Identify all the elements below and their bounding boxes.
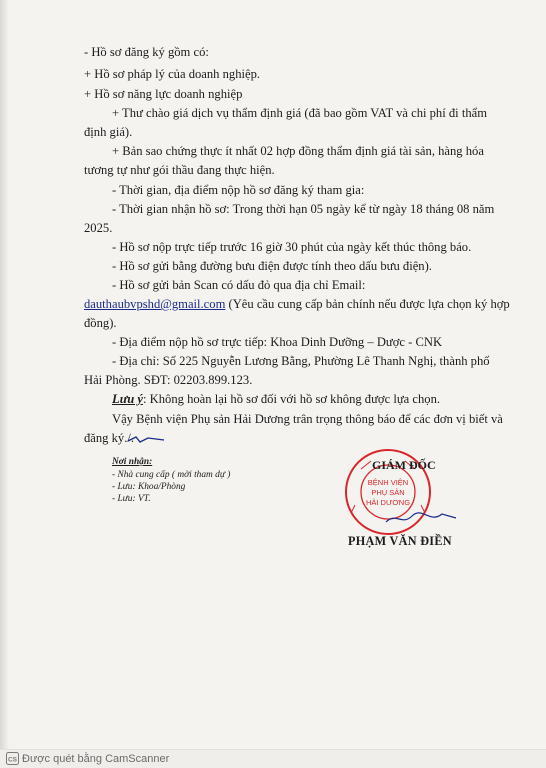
recipient-item: - Nhà cung cấp ( mời tham dự ) [112,470,231,480]
recipients-title: Nơi nhận: [112,457,153,467]
body-text: (Yêu cầu cung cấp bản chính nếu được lựa chọn ký hợp [225,297,510,311]
note-text: : Không hoàn lại hồ sơ đối với hồ sơ không được lựa chọn. [142,392,441,406]
signature-scribble-icon [382,508,462,530]
stamp-text: PHỤ SẢN [371,488,405,497]
body-line: + Bản sao chứng thực ít nhất 02 hợp đồng thẩm định giá tài sản, hàng hóa [112,144,484,158]
body-text: đăng ký./. [84,431,135,445]
scan-edge-shadow [0,0,9,768]
body-line: - Hồ sơ gửi bằng đường bưu điện được tính theo dấu bưu điện). [112,259,432,273]
body-line: định giá). [84,125,133,139]
body-line: + Hồ sơ pháp lý của doanh nghiệp. [84,67,261,81]
footer-text: Được quét bằng CamScanner [22,753,170,765]
note-label: Lưu ý [112,392,143,406]
body-line: - Địa điểm nộp hồ sơ trực tiếp: Khoa Dinh Dưỡng – Dược - CNK [112,335,443,349]
body-line: + Thư chào giá dịch vụ thẩm định giá (đã bao gồm VAT và chi phí đi thẩm [112,106,488,120]
body-line: - Thời gian nhận hồ sơ: Trong thời hạn 05 ngày kể từ ngày 18 tháng 08 năm [112,202,495,216]
body-line: - Hồ sơ nộp trực tiếp trước 16 giờ 30 phút của ngày kết thúc thông báo. [112,240,472,254]
recipient-item: - Lưu: VT. [112,494,151,504]
body-line [84,296,522,312]
note-line [112,391,522,407]
body-line: Vậy Bệnh viện Phụ sản Hải Dương trân trọng thông báo để các đơn vị biết và [112,412,503,426]
body-line: - Hồ sơ đăng ký gồm có: [84,45,209,59]
body-line: Hải Phòng. SĐT: 02203.899.123. [84,373,253,387]
body-line: + Hồ sơ năng lực doanh nghiệp [84,87,243,101]
body-line [84,430,522,446]
stamp-text: HẢI DƯƠNG [365,498,411,507]
body-line: đồng). [84,316,117,330]
body-line: 2025. [84,221,113,235]
stamp-text: BỆNH VIỆN [367,478,409,487]
recipient-item: - Lưu: Khoa/Phòng [112,482,186,492]
body-line: - Thời gian, địa điểm nộp hồ sơ đăng ký tham gia: [112,183,365,197]
signer-position: GIÁM ĐỐC [372,458,436,472]
body-line: - Hồ sơ gửi bản Scan có dấu đỏ qua địa chỉ Email: [112,278,366,292]
body-line: - Địa chỉ: Số 225 Nguyễn Lương Bằng, Phường Lê Thanh Nghị, thành phố [112,354,490,368]
email-link[interactable]: dauthaubvpshd@gmail.com [84,297,226,311]
initial-mark-icon [126,433,166,445]
signer-name: PHẠM VĂN ĐIỀN [348,534,452,548]
body-line: tương tự như gói thầu đang thực hiện. [84,163,275,177]
scanner-footer [0,749,546,768]
svg-text:CS: CS [7,756,18,764]
camscanner-logo-icon [6,752,19,765]
